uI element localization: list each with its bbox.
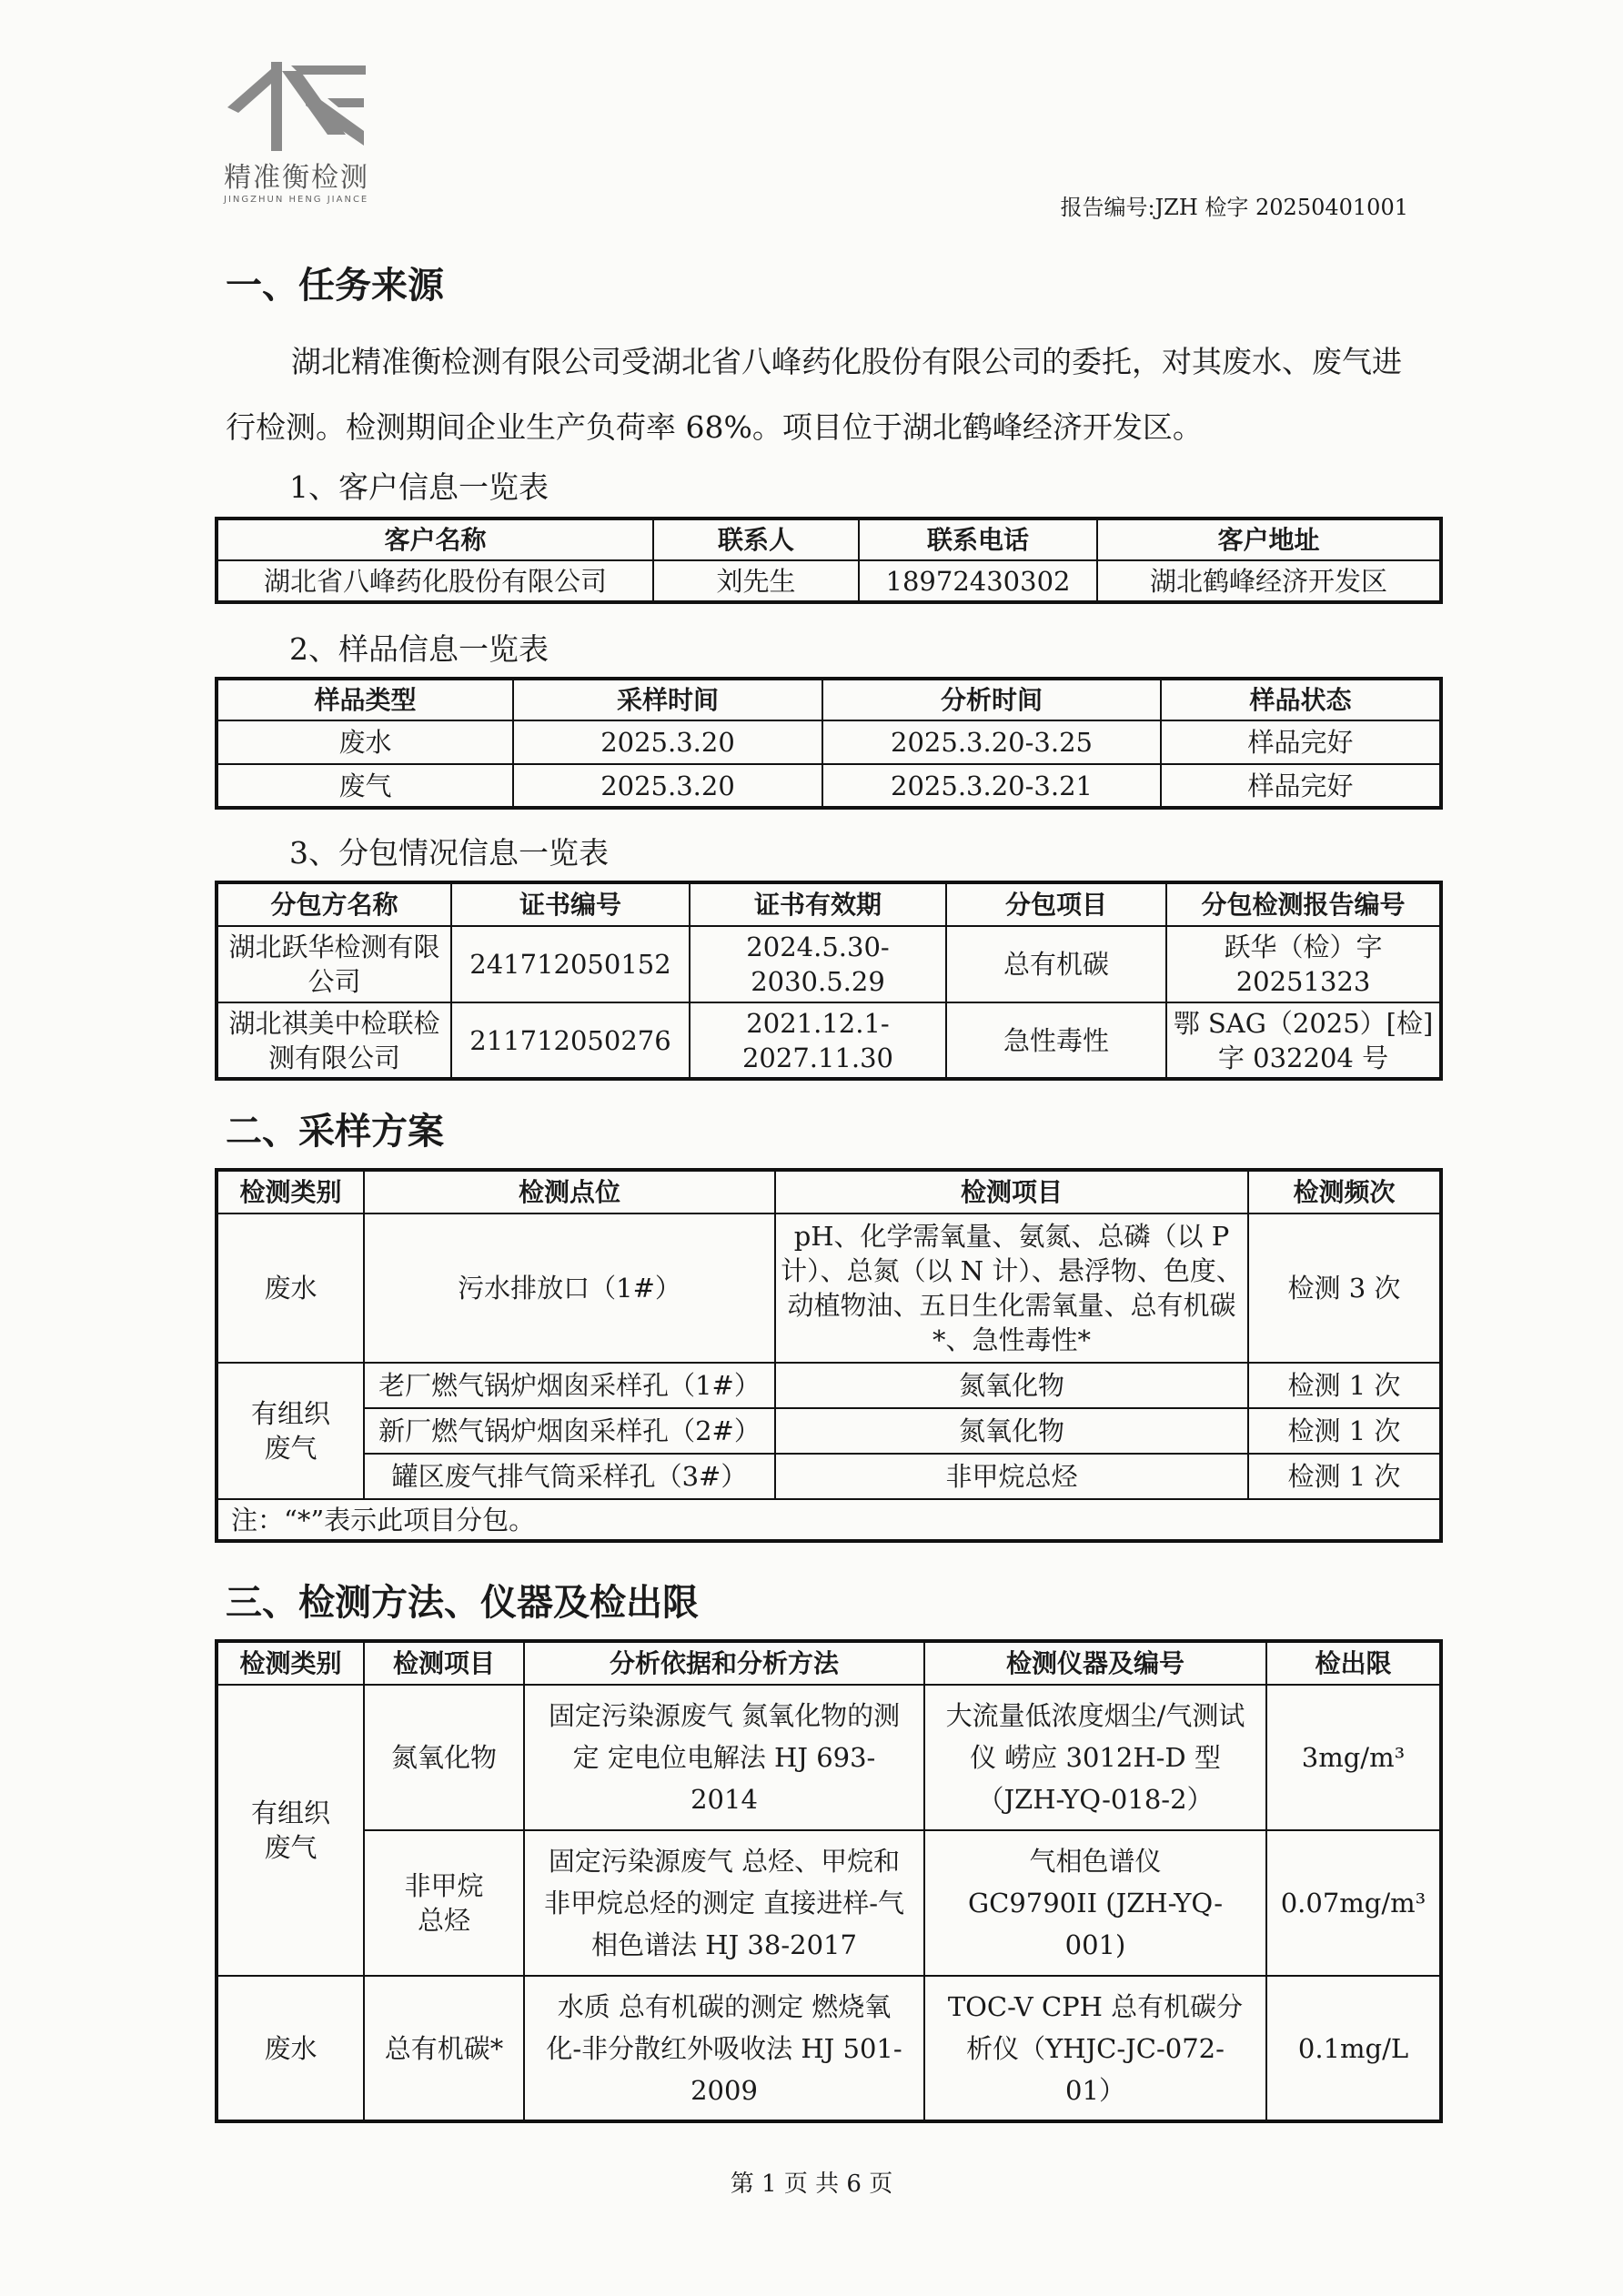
item-name: 非甲烷总烃 [404, 1870, 484, 1936]
table-row [217, 1499, 1441, 1541]
table-cell: 样品完好 [1161, 720, 1441, 764]
table-cell: 鄂 SAG（2025）[检]字 032204 号 [1166, 1002, 1441, 1079]
table-cell: 总有机碳 [946, 926, 1166, 1002]
table-header: 检测点位 [364, 1170, 775, 1213]
table-header: 证书有效期 [690, 882, 946, 926]
table-cell: 湖北鹤峰经济开发区 [1097, 560, 1441, 602]
table-cell: 废水 [217, 1213, 364, 1363]
table-row [217, 720, 1441, 764]
table-header: 检测频次 [1248, 1170, 1441, 1213]
table-row [217, 1213, 1441, 1363]
table-cell: 样品完好 [1161, 764, 1441, 808]
table-cell: 检测 3 次 [1248, 1213, 1441, 1363]
subcontract-info-table [215, 881, 1443, 1081]
client-table-heading: 1、客户信息一览表 [289, 469, 549, 505]
table-row [217, 1830, 1441, 1976]
gas-category: 有组织废气 [250, 1798, 330, 1863]
section1-paragraph: 湖北精准衡检测有限公司受湖北省八峰药化股份有限公司的委托，对其废水、废气进行检测。检测期间企业生产负荷率 68%。项目位于湖北鹤峰经济开发区。 [226, 344, 1402, 445]
table-cell: 检测 1 次 [1248, 1363, 1441, 1408]
sample-info-table [215, 677, 1443, 810]
table-cell: 罐区废气排气筒采样孔（3#） [364, 1454, 775, 1499]
table-header: 采样时间 [513, 679, 822, 720]
table-cell: 2025.3.20 [513, 720, 822, 764]
table-cell: 检测 1 次 [1248, 1454, 1441, 1499]
table-header: 检出限 [1266, 1641, 1441, 1685]
table-row [217, 764, 1441, 808]
logo-mark-icon [227, 53, 373, 153]
table-cell: 废水 [217, 1976, 364, 2121]
method-table [215, 1639, 1443, 2123]
table-cell: 2025.3.20-3.25 [822, 720, 1161, 764]
table-cell: 氮氧化物 [775, 1408, 1248, 1454]
subcontract-table-heading: 3、分包情况信息一览表 [289, 835, 609, 871]
table-cell: 0.1mg/L [1266, 1976, 1441, 2121]
table-cell: 非甲烷总烃 [775, 1454, 1248, 1499]
table-cell: 固定污染源废气 氮氧化物的测定 定电位电解法 HJ 693-2014 [524, 1685, 924, 1830]
table-cell: 2024.5.30-2030.5.29 [690, 926, 946, 1002]
sample-table-heading: 2、样品信息一览表 [289, 631, 549, 667]
table-cell [217, 1363, 364, 1499]
table-header: 检测项目 [775, 1170, 1248, 1213]
table-cell: 总有机碳* [364, 1976, 524, 2121]
table-cell: 18972430302 [859, 560, 1097, 602]
table-header: 客户地址 [1097, 519, 1441, 560]
table-cell: 2021.12.1-2027.11.30 [690, 1002, 946, 1079]
table-cell: 2025.3.20-3.21 [822, 764, 1161, 808]
table-cell: 废水 [217, 720, 513, 764]
table-cell: 241712050152 [451, 926, 690, 1002]
gas-category: 有组织废气 [250, 1398, 330, 1464]
table-cell: 刘先生 [653, 560, 859, 602]
table-cell: TOC-V CPH 总有机碳分析仪（YHJC-JC-072-01） [924, 1976, 1266, 2121]
table-cell: 检测 1 次 [1248, 1408, 1441, 1454]
page-footer: 第 1 页 共 6 页 [730, 2170, 893, 2198]
table-header: 分包项目 [946, 882, 1166, 926]
table-row [217, 1002, 1441, 1079]
table-row [217, 1408, 1441, 1454]
table-cell: 0.07mg/m³ [1266, 1830, 1441, 1976]
table-header: 分包方名称 [217, 882, 451, 926]
table-header: 联系人 [653, 519, 859, 560]
table-cell: 跃华（检）字20251323 [1166, 926, 1441, 1002]
report-number: 报告编号:JZH 检字 20250401001 [1060, 195, 1408, 220]
table-cell [217, 1685, 364, 1976]
table-header: 检测仪器及编号 [924, 1641, 1266, 1685]
table-cell: 3mg/m³ [1266, 1685, 1441, 1830]
table-cell: 老厂燃气锅炉烟囱采样孔（1#） [364, 1363, 775, 1408]
table-cell [364, 1830, 524, 1976]
table-row [217, 1454, 1441, 1499]
table-cell: 211712050276 [451, 1002, 690, 1079]
table-cell: pH、化学需氧量、氨氮、总磷（以 P 计）、总氮（以 N 计）、悬浮物、色度、动植物油、五日生化需氧量、总有机碳*、急性毒性* [775, 1213, 1248, 1363]
table-row [217, 560, 1441, 602]
table-header: 样品状态 [1161, 679, 1441, 720]
table-cell: 氮氧化物 [364, 1685, 524, 1830]
table-header: 证书编号 [451, 882, 690, 926]
table-header: 检测类别 [217, 1170, 364, 1213]
sampling-plan-table [215, 1168, 1443, 1543]
table-header: 检测类别 [217, 1641, 364, 1685]
table-cell: 湖北跃华检测有限公司 [217, 926, 451, 1002]
table-row [217, 1976, 1441, 2121]
section3-title: 三、检测方法、仪器及检出限 [226, 1582, 699, 1624]
table-cell: 水质 总有机碳的测定 燃烧氧化-非分散红外吸收法 HJ 501-2009 [524, 1976, 924, 2121]
table-cell: 气相色谱仪 GC9790II (JZH-YQ-001) [924, 1830, 1266, 1976]
table-cell: 湖北省八峰药化股份有限公司 [217, 560, 653, 602]
logo-name-en: JINGZHUN HENG JIANCE [224, 195, 369, 205]
table-cell: 固定污染源废气 总烃、甲烷和非甲烷总烃的测定 直接进样-气相色谱法 HJ 38-2017 [524, 1830, 924, 1976]
table-cell: 废气 [217, 764, 513, 808]
table-header: 检测项目 [364, 1641, 524, 1685]
table-cell: 大流量低浓度烟尘/气测试仪 崂应 3012H-D 型（JZH-YQ-018-2） [924, 1685, 1266, 1830]
company-logo [224, 53, 388, 205]
section1-title: 一、任务来源 [226, 265, 444, 307]
table-row [217, 1685, 1441, 1830]
table-header: 联系电话 [859, 519, 1097, 560]
section2-title: 二、采样方案 [226, 1111, 444, 1153]
table-header: 客户名称 [217, 519, 653, 560]
logo-name-cn: 精准衡检测 [224, 162, 369, 194]
table-header: 样品类型 [217, 679, 513, 720]
table-header: 分析时间 [822, 679, 1161, 720]
table-cell: 2025.3.20 [513, 764, 822, 808]
table-cell: 急性毒性 [946, 1002, 1166, 1079]
table-row [217, 1363, 1441, 1408]
client-info-table [215, 517, 1443, 604]
table-row [217, 926, 1441, 1002]
table-cell: 污水排放口（1#） [364, 1213, 775, 1363]
table-cell: 湖北祺美中检联检测有限公司 [217, 1002, 451, 1079]
table-header: 分包检测报告编号 [1166, 882, 1441, 926]
table-cell: 氮氧化物 [775, 1363, 1248, 1408]
table-header: 分析依据和分析方法 [524, 1641, 924, 1685]
table-cell: 新厂燃气锅炉烟囱采样孔（2#） [364, 1408, 775, 1454]
table-note: 注：“*”表示此项目分包。 [217, 1499, 1441, 1541]
